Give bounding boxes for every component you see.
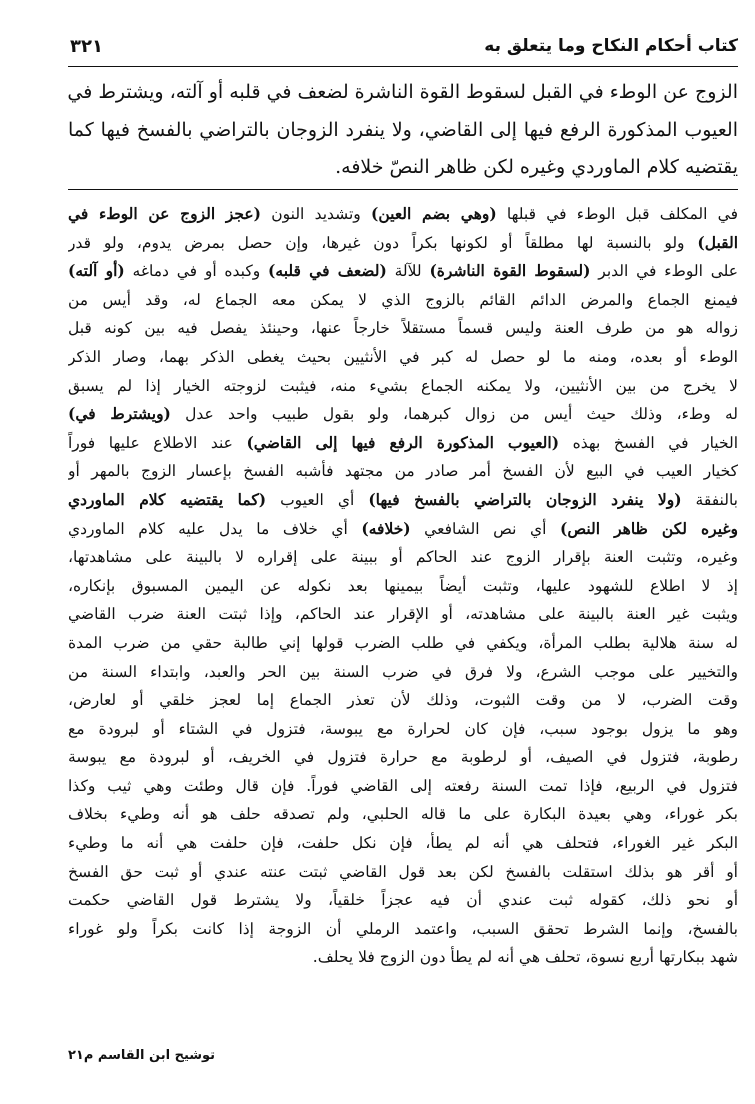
commentary-segment: وهو ما يزول بوجود سبب، فإن كان لحرارة مع يبوسة، فتزول في الشتاء أو لبرودة مع [68, 719, 738, 738]
commentary-segment: له سنة هلالية بطلب المرأة، ويكفي في طلب الضرب قولها إني طالبة حقي من ضرب المدة [68, 633, 738, 652]
commentary-line [68, 572, 738, 601]
commentary-line [68, 457, 738, 486]
main-text [68, 74, 738, 187]
commentary-segment: الخيار في الفسخ بهذه [559, 433, 738, 452]
commentary-line [68, 886, 738, 915]
commentary-segment: كخيار العيب في البيع لأن الفسخ أمر صادر من مجتهد فأشبه الفسخ بإعسار الزوج بالمهر أو [68, 462, 738, 481]
commentary-line [68, 943, 738, 972]
commentary-segment: على الوطء في الدبر [590, 262, 738, 281]
commentary-segment: فتزول في الربيع، فإذا تمت السنة رفعته إلى القاضي فوراً. فإن قال وطئت وهي ثيب وكذا [68, 776, 738, 795]
commentary-line [68, 858, 738, 887]
commentary-line [68, 229, 738, 258]
running-header [68, 36, 738, 64]
commentary-segment: رطوبة، فتزول في الصيف، أو لرطوبة مع حرارة فتزول في الخريف، أو لبرودة مع يبوسة [68, 748, 738, 767]
quoted-matn: (أو آلته) [68, 261, 125, 281]
commentary-line [68, 429, 738, 458]
quoted-matn: (ويشترط في) [68, 404, 171, 424]
commentary-segment: أو أقر هو بذلك استقلت بالفسخ لكن بعد قول القاضي ثبتت عنته عندي أو ثبت حق الفسخ [68, 862, 738, 881]
quoted-matn: وغيره لكن ظاهر النص) [560, 518, 738, 538]
commentary-segment: بكر غوراء، وهي بعيدة البكارة على ما قاله الحلبي، ولم تصدقه حلف هو أنه وطيء بخلاف [68, 805, 738, 824]
commentary-segment: والتخيير على موجب الشرع، ولا فرق في ضرب السنة بين الحر والعبد، وابتداء السنة من [68, 662, 738, 681]
commentary-line [68, 343, 738, 372]
commentary-line [68, 772, 738, 801]
commentary-line [68, 600, 738, 629]
separator-rule [68, 189, 738, 190]
commentary-segment: ويثبت غير العنة بالبينة على مشاهدته، أو الإقرار عند الحاكم، وإذا ثبتت العنة ضرب القاضي [68, 605, 738, 624]
commentary-segment: إذ لا اطلاع للشهود عليها، وتثبت أيضاً بيمينها بعد نكوله عن اليمين المسبوق بإنكاره، [68, 576, 738, 595]
commentary-line [68, 515, 738, 544]
quoted-matn: القبل) [697, 232, 738, 252]
commentary-line [68, 629, 738, 658]
commentary-segment: له وطء، وذلك حيث أيس من زوال كبرهما، ولو بقول طبيب واحد عدل [170, 405, 738, 424]
commentary-line [68, 658, 738, 687]
commentary-line [68, 829, 738, 858]
commentary-line [68, 286, 738, 315]
commentary-line [68, 257, 738, 286]
commentary-line [68, 372, 738, 401]
commentary-segment: فيمنع الجماع والمرض الدائم القائم بالزوج الذي لا يمكن معه الجماع له، وقد أيس من [68, 290, 738, 309]
commentary-segment: عند الاطلاع عليها فوراً [68, 433, 247, 452]
commentary-segment: زواله هو من طرف العنة وليس قسماً مستقلاً خارجاً عنها، وحينئذ يفصل فيه بين كونه قبل [68, 319, 738, 338]
commentary-line [68, 200, 738, 229]
quoted-matn: (لضعف في قلبه) [268, 261, 387, 281]
commentary-segment: وغيره، وتثبت العنة بإقرار الزوج عند الحاكم أو ببينة على إقراره لا بالبينة على مشاهدتها، [68, 548, 738, 567]
signature-mark: توشيح ابن القاسم م٢١ [68, 1048, 216, 1063]
commentary-segment: وتشديد النون [261, 205, 372, 223]
page-number: ٣٢١ [70, 36, 103, 57]
main-line: الزوج عن الوطء في القبل لسقوط القوة الناشرة لضعف في قلبه أو آلته، ويشترط في [67, 81, 738, 103]
commentary-segment: في المكلف قبل الوطء في قبلها [496, 205, 738, 223]
main-line: العيوب المذكورة الرفع فيها إلى القاضي، ولا ينفرد الزوجان بالتراضي بالفسخ فيها كما [68, 118, 738, 141]
commentary-segment: وقت الضرب، لا من وقت الثبوت، وذلك لأن تعذر الجماع إما لعجز خلقي أو لعارض، [68, 691, 738, 710]
commentary-segment: بالفسخ، وإنما الشرط تحقق السبب، واعتمد الرملي أن الزوجة إذا كانت بكراً ولو غوراء [68, 919, 738, 938]
commentary-segment: أي العيوب [266, 490, 369, 509]
commentary-line [68, 400, 738, 429]
commentary-line [68, 686, 738, 715]
quoted-matn: (العيوب المذكورة الرفع فيها إلى القاضي) [246, 432, 560, 452]
commentary-line [68, 715, 738, 744]
commentary-segment: الوطء أو بعده، ومنه ما لو حصل له كبر في الأنثيين بحيث يغطى الذكر بهما، وصار الذكر [68, 347, 738, 366]
quoted-matn: (وهي بضم العين) [371, 204, 497, 223]
commentary-segment: لا يخرج من بين الأنثيين، ولا يمكنه الجماع بشيء منه، فيثبت لزوجته الخيار إذا لم يسبق [68, 376, 738, 395]
commentary-line [68, 486, 738, 515]
commentary-line [68, 543, 738, 572]
quoted-matn: (ولا ينفرد الزوجان بالتراضي بالفسخ فيها) [368, 489, 682, 509]
commentary-line [68, 800, 738, 829]
quoted-matn: (كما يقتضيه كلام الماوردي [68, 489, 267, 509]
commentary-segment: شهد ببكارتها أربع نسوة، تحلف هي أنه لم يطأ دون الزوج فلا يحلف. [312, 948, 738, 967]
commentary-segment: أي خلاف ما يدل عليه كلام الماوردي [68, 519, 362, 538]
commentary-line [68, 314, 738, 343]
commentary-line [68, 743, 738, 772]
commentary-segment: للآلة [386, 262, 430, 281]
commentary-text [68, 200, 738, 972]
chapter-title: كتاب أحكام النكاح وما يتعلق به [484, 36, 738, 56]
commentary-segment: بالنفقة [681, 490, 738, 509]
main-line: يقتضيه كلام الماوردي وغيره لكن ظاهر النصّ خلافه. [335, 156, 738, 178]
quoted-matn: (لسقوط القوة الناشرة) [429, 261, 591, 281]
commentary-segment: أي نص الشافعي [410, 519, 561, 538]
commentary-segment: أو نحو ذلك، كقوله ثبت عندي أن فيه عجزاً خلقياً، ولا يشترط قول القاضي حكمت [68, 891, 738, 910]
header-rule [68, 66, 738, 67]
quoted-matn: (خلافه) [361, 518, 411, 538]
quoted-matn: (عجز الزوج عن الوطء في [68, 204, 262, 223]
commentary-segment: البكر غير الغوراء، فتحلف هي أنه لم يطأ، فإن نكل حلفت، فإن حلفت هي أنه ما وطيء [68, 834, 738, 853]
commentary-segment: ولو بالنسبة لها مطلقاً أو لكونها بكراً دون غيرها، وإن حصل بمرض يدوم، ولو قدر [68, 233, 698, 252]
commentary-line [68, 915, 738, 944]
commentary-segment: وكبده أو في دماغه [124, 262, 269, 281]
